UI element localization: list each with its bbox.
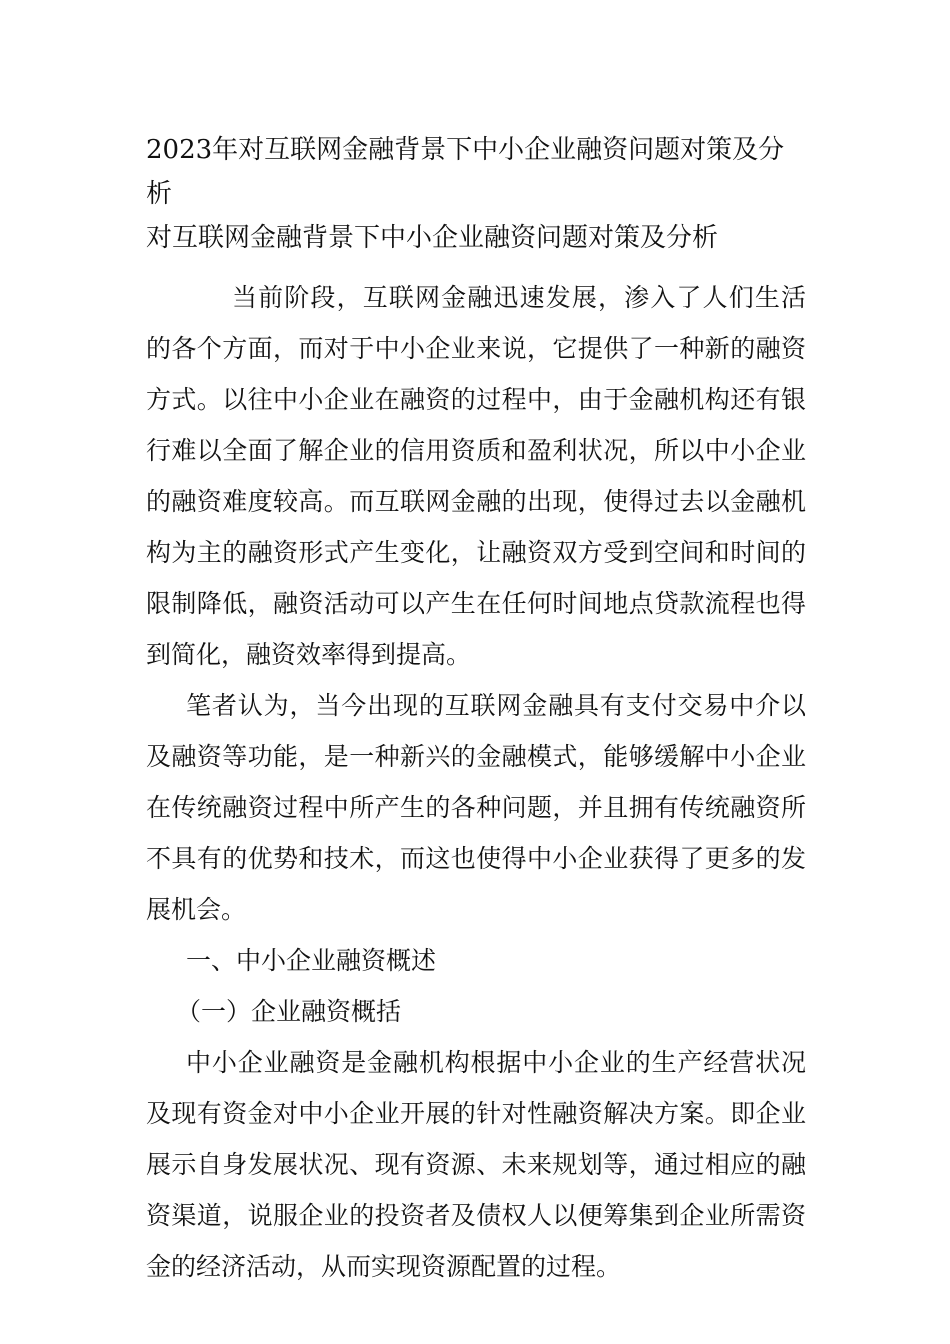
document-page	[146, 128, 806, 1292]
document-title-line-2: 对互联网金融背景下中小企业融资问题对策及分析	[146, 223, 719, 253]
subsection-heading-1: （一）企业融资概括	[176, 997, 402, 1026]
document-title-line-1: 2023年对互联网金融背景下中小企业融资问题对策及分析	[146, 135, 785, 209]
section-heading-1: 一、中小企业融资概述	[186, 946, 437, 975]
body-paragraph-3: 中小企业融资是金融机构根据中小企业的生产经营状况及现有资金对中小企业开展的针对性融资解决方案。即企业展示自身发展状况、现有资源、未来规划等，通过相应的融资渠道，说服企业的投资者及债权人以便筹集到企业所需资金的经济活动，从而实现资源配置的过程。	[146, 1048, 806, 1281]
body-paragraph-1: 当前阶段，互联网金融迅速发展，渗入了人们生活的各个方面，而对于中小企业来说，它提供了一种新的融资方式。以往中小企业在融资的过程中，由于金融机构还有银行难以全面了解企业的信用资质和盈利状况，所以中小企业的融资难度较高。而互联网金融的出现，使得过去以金融机构为主的融资形式产生变化，让融资双方受到空间和时间的限制降低，融资活动可以产生在任何时间地点贷款流程也得到简化，融资效率得到提高。	[146, 283, 806, 669]
body-paragraph-2: 笔者认为，当今出现的互联网金融具有支付交易中介以及融资等功能，是一种新兴的金融模式，能够缓解中小企业在传统融资过程中所产生的各种问题，并且拥有传统融资所不具有的优势和技术，而这也使得中小企业获得了更多的发展机会。	[146, 691, 806, 924]
